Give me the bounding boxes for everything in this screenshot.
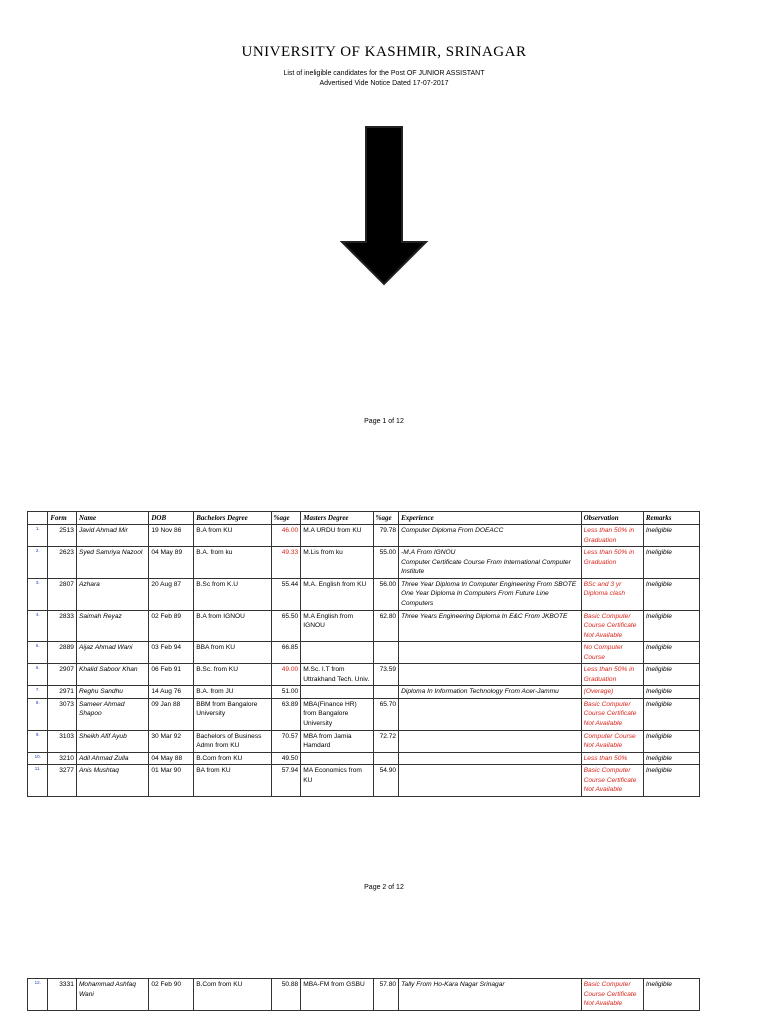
col-header-dob: DOB <box>149 512 194 525</box>
experience-cell: Tally From Ho-Kara Nagar Srinagar <box>399 979 582 1011</box>
remarks-cell: Ineligible <box>643 752 699 765</box>
document-title: UNIVERSITY OF KASHMIR, SRINAGAR <box>241 44 527 60</box>
bachelors-pct-cell: 51.00 <box>271 686 301 699</box>
page-footer-2: Page 2 of 12 <box>364 884 404 891</box>
form-number-cell: 2907 <box>48 664 77 686</box>
candidate-name-cell: Reghu Sandhu <box>76 686 148 699</box>
observation-cell: Basic Computer Course Certificate Not Available <box>581 698 643 730</box>
table-row <box>28 730 700 752</box>
masters-degree-cell: MA Economics from KU <box>301 765 373 797</box>
masters-pct-cell: 57.80 <box>373 979 398 1011</box>
masters-pct-cell <box>373 752 398 765</box>
masters-pct-cell: 54.90 <box>373 765 398 797</box>
candidate-name-cell: Anis Mushtaq <box>76 765 148 797</box>
masters-degree-cell: MBA from Jamia Hamdard <box>301 730 373 752</box>
bachelors-degree-cell: Bachelors of Business Admn from KU <box>194 730 271 752</box>
form-number-cell: 3073 <box>48 698 77 730</box>
bachelors-pct-cell: 65.50 <box>271 610 301 642</box>
masters-degree-cell <box>301 686 373 699</box>
bachelors-pct-cell: 57.94 <box>271 765 301 797</box>
table-row <box>28 698 700 730</box>
dob-cell: 30 Mar 92 <box>149 730 194 752</box>
table-row <box>28 979 700 1011</box>
experience-cell <box>399 642 582 664</box>
serial-cell: 12. <box>28 979 48 1011</box>
dob-cell: 02 Feb 89 <box>149 610 194 642</box>
masters-pct-cell: 65.70 <box>373 698 398 730</box>
observation-cell: BSc and 3 yr Diploma clash <box>581 578 643 610</box>
document-subtitle: List of ineligible candidates for the Post OF JUNIOR ASSISTANT <box>283 70 485 77</box>
candidate-name-cell: Adil Ahmad Zulla <box>76 752 148 765</box>
remarks-cell: Ineligible <box>643 730 699 752</box>
table-row <box>28 765 700 797</box>
ineligible-candidates-table <box>27 511 700 797</box>
remarks-cell: Ineligible <box>643 979 699 1011</box>
bachelors-pct-cell: 46.00 <box>271 525 301 547</box>
experience-cell: Diploma In Information Technology From Acer-Jammu <box>399 686 582 699</box>
col-header-form: Form <box>48 512 77 525</box>
observation-cell: Less than 50% in Graduation <box>581 664 643 686</box>
masters-pct-cell <box>373 686 398 699</box>
candidate-name-cell: Mohammad Ashfaq Wani <box>76 979 148 1011</box>
bachelors-pct-cell: 70.57 <box>271 730 301 752</box>
dob-cell: 03 Feb 94 <box>149 642 194 664</box>
col-header-masters: Masters Degree <box>301 512 373 525</box>
dob-cell: 09 Jan 88 <box>149 698 194 730</box>
ineligible-candidates-table-continued <box>27 978 700 1011</box>
experience-cell: -M.A From IGNOU Computer Certificate Course From International Computer Institute <box>399 547 582 579</box>
dob-cell: 04 May 88 <box>149 752 194 765</box>
candidate-name-cell: Syed Samriya Nazool <box>76 547 148 579</box>
bachelors-degree-cell: B.A from KU <box>194 525 271 547</box>
bachelors-degree-cell: B.A. from ku <box>194 547 271 579</box>
dob-cell: 14 Aug 76 <box>149 686 194 699</box>
remarks-cell: Ineligible <box>643 686 699 699</box>
bachelors-degree-cell: B.A. from JU <box>194 686 271 699</box>
masters-degree-cell: MBA(Finance HR) from Bangalore University <box>301 698 373 730</box>
bachelors-degree-cell: B.Com from KU <box>194 979 271 1011</box>
bachelors-pct-cell: 50.88 <box>271 979 301 1011</box>
form-number-cell: 2833 <box>48 610 77 642</box>
form-number-cell: 2889 <box>48 642 77 664</box>
remarks-cell: Ineligible <box>643 525 699 547</box>
col-header-remarks: Remarks <box>643 512 699 525</box>
experience-cell: Three Year Diploma In Computer Engineering From SBOTE One Year Diploma In Computers From Future Line Computers <box>399 578 582 610</box>
masters-pct-cell: 56.00 <box>373 578 398 610</box>
form-number-cell: 2623 <box>48 547 77 579</box>
serial-cell: 9. <box>28 730 48 752</box>
col-header-bachelors: Bachelors Degree <box>194 512 271 525</box>
masters-pct-cell <box>373 642 398 664</box>
candidate-name-cell: Azhara <box>76 578 148 610</box>
observation-cell: Basic Computer Course Certificate Not Available <box>581 979 643 1011</box>
remarks-cell: Ineligible <box>643 547 699 579</box>
form-number-cell: 2513 <box>48 525 77 547</box>
serial-cell: 10. <box>28 752 48 765</box>
experience-cell <box>399 752 582 765</box>
masters-degree-cell <box>301 752 373 765</box>
observation-cell: Basic Computer Course Certificate Not Available <box>581 765 643 797</box>
table-row <box>28 578 700 610</box>
remarks-cell: Ineligible <box>643 642 699 664</box>
dob-cell: 02 Feb 90 <box>149 979 194 1011</box>
col-header-serial <box>28 512 48 525</box>
form-number-cell: 3331 <box>48 979 77 1011</box>
masters-pct-cell: 73.59 <box>373 664 398 686</box>
table-row <box>28 686 700 699</box>
serial-cell: 8. <box>28 698 48 730</box>
remarks-cell: Ineligible <box>643 578 699 610</box>
candidate-name-cell: Sheikh Afif Ayub <box>76 730 148 752</box>
masters-pct-cell: 79.78 <box>373 525 398 547</box>
serial-cell: 2. <box>28 547 48 579</box>
masters-pct-cell: 55.00 <box>373 547 398 579</box>
observation-cell: Less than 50% <box>581 752 643 765</box>
col-header-observation: Observation <box>581 512 643 525</box>
form-number-cell: 3277 <box>48 765 77 797</box>
remarks-cell: Ineligible <box>643 664 699 686</box>
bachelors-degree-cell: BBA from KU <box>194 642 271 664</box>
table-row <box>28 642 700 664</box>
serial-cell: 3. <box>28 578 48 610</box>
bachelors-degree-cell: B.Sc from K.U <box>194 578 271 610</box>
masters-degree-cell: M.Sc. I.T from Uttrakhand Tech. Univ. <box>301 664 373 686</box>
form-number-cell: 2971 <box>48 686 77 699</box>
dob-cell: 06 Feb 91 <box>149 664 194 686</box>
observation-cell: Computer Course Not Available <box>581 730 643 752</box>
experience-cell <box>399 698 582 730</box>
masters-degree-cell: MBA-FM from GSBU <box>301 979 373 1011</box>
dob-cell: 20 Aug 87 <box>149 578 194 610</box>
bachelors-pct-cell: 66.85 <box>271 642 301 664</box>
col-header-name: Name <box>76 512 148 525</box>
bachelors-degree-cell: B.A from IGNOU <box>194 610 271 642</box>
experience-cell: Computer Diploma From DOEACC <box>399 525 582 547</box>
page-footer-1: Page 1 of 12 <box>364 418 404 425</box>
serial-cell: 1. <box>28 525 48 547</box>
form-number-cell: 3103 <box>48 730 77 752</box>
table-row <box>28 610 700 642</box>
notice-date: Advertised Vide Notice Dated 17-07-2017 <box>319 80 449 87</box>
observation-cell: (Overage) <box>581 686 643 699</box>
bachelors-pct-cell: 63.89 <box>271 698 301 730</box>
masters-degree-cell: M.Lis from ku <box>301 547 373 579</box>
masters-pct-cell: 62.80 <box>373 610 398 642</box>
candidate-name-cell: Khalid Saboor Khan <box>76 664 148 686</box>
candidate-name-cell: Saimah Reyaz <box>76 610 148 642</box>
bachelors-pct-cell: 55.44 <box>271 578 301 610</box>
masters-degree-cell: M.A URDU from KU <box>301 525 373 547</box>
dob-cell: 01 Mar 90 <box>149 765 194 797</box>
form-number-cell: 3210 <box>48 752 77 765</box>
table-row <box>28 547 700 579</box>
down-arrow-icon <box>340 124 430 286</box>
bachelors-degree-cell: BA from KU <box>194 765 271 797</box>
experience-cell: Three Years Engineering Diploma In E&C From JKBOTE <box>399 610 582 642</box>
table-row <box>28 664 700 686</box>
table-header-row <box>28 512 700 525</box>
bachelors-degree-cell: B.Sc. from KU <box>194 664 271 686</box>
remarks-cell: Ineligible <box>643 698 699 730</box>
col-header-masters-pct: %age <box>373 512 398 525</box>
candidate-name-cell: Javid Ahmad Mir <box>76 525 148 547</box>
experience-cell <box>399 730 582 752</box>
dob-cell: 04 May 89 <box>149 547 194 579</box>
col-header-bachelors-pct: %age <box>271 512 301 525</box>
masters-pct-cell: 72.72 <box>373 730 398 752</box>
serial-cell: 5. <box>28 642 48 664</box>
observation-cell: Less than 50% in Graduation <box>581 525 643 547</box>
col-header-experience: Experience <box>399 512 582 525</box>
bachelors-pct-cell: 49.33 <box>271 547 301 579</box>
form-number-cell: 2807 <box>48 578 77 610</box>
masters-degree-cell <box>301 642 373 664</box>
serial-cell: 4. <box>28 610 48 642</box>
serial-cell: 7. <box>28 686 48 699</box>
observation-cell: No Computer Course <box>581 642 643 664</box>
bachelors-pct-cell: 49.50 <box>271 752 301 765</box>
observation-cell: Basic Computer Course Certificate Not Available <box>581 610 643 642</box>
remarks-cell: Ineligible <box>643 610 699 642</box>
masters-degree-cell: M.A English from IGNOU <box>301 610 373 642</box>
table-row <box>28 752 700 765</box>
masters-degree-cell: M.A. English from KU <box>301 578 373 610</box>
experience-cell <box>399 765 582 797</box>
bachelors-degree-cell: BBM from Bangalore University <box>194 698 271 730</box>
bachelors-degree-cell: B.Com from KU <box>194 752 271 765</box>
candidate-name-cell: Aijaz Ahmad Wani <box>76 642 148 664</box>
experience-cell <box>399 664 582 686</box>
serial-cell: 11. <box>28 765 48 797</box>
serial-cell: 6. <box>28 664 48 686</box>
observation-cell: Less than 50% in Graduation <box>581 547 643 579</box>
bachelors-pct-cell: 49.00 <box>271 664 301 686</box>
remarks-cell: Ineligible <box>643 765 699 797</box>
candidate-name-cell: Sameer Ahmad Shapoo <box>76 698 148 730</box>
table-row <box>28 525 700 547</box>
dob-cell: 19 Nov 86 <box>149 525 194 547</box>
